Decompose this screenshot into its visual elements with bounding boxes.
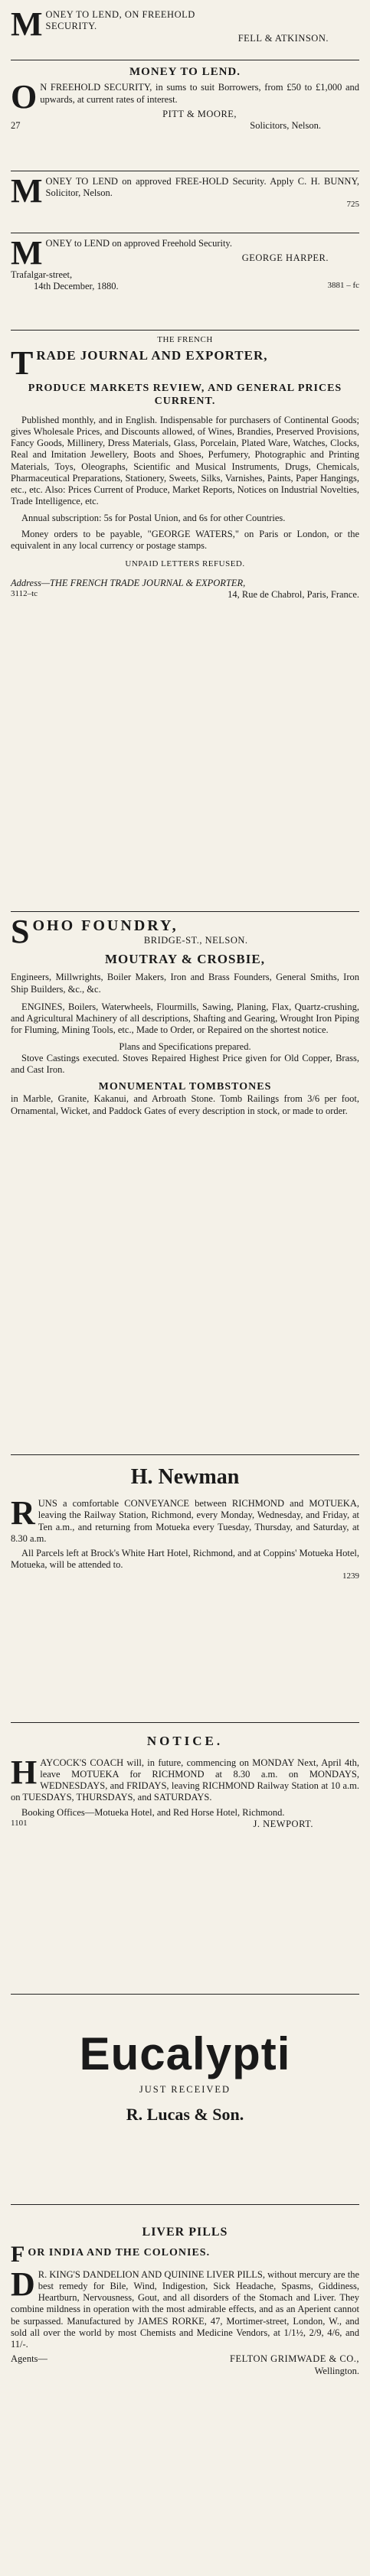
ad-body: ONEY to LEND on approved Freehold Security.: [45, 238, 232, 249]
ad-french-trade-journal: [11, 331, 359, 912]
drop-cap: D: [11, 2265, 35, 2303]
ad-place: Trafalgar-street,: [11, 269, 73, 280]
ad-ref-number: 3881 – fc: [327, 280, 359, 290]
ad-body: R. KING'S DANDELION AND QUININE LIVER PILLS, without mercury are the best remedy for Bile, Wind, Indigestion, Sick Headache, Spasms, Giddiness, Heartburn, Nervousness, Gout, and all disorders of the Stomach and Liver. They combine mildness in operation with the most admirable effects, and as an Aperient cannot be surpassed. Manufactured by JAMES RORKE, 47, Mortimer-street, London, W., and sold all over the world by most Chemists and Medicine Vendors, at 1/1½, 2/9, 4/6, and 11/-.: [11, 2268, 359, 2350]
ad-headline-cont: SECURITY.: [45, 21, 97, 32]
ad-ref-number: 1239: [342, 1571, 359, 1581]
ad-liver-pills: [11, 2205, 359, 2537]
ad-title: OHO FOUNDRY,: [32, 917, 178, 934]
ad-body: Booking Offices—Motueka Hotel, and Red Horse Hotel, Richmond.: [21, 1806, 285, 1818]
drop-cap: M: [11, 234, 43, 272]
ad-address: Address—THE FRENCH TRADE JOURNAL & EXPORTER,: [11, 577, 246, 588]
ad-title: NOTICE.: [146, 1734, 224, 1748]
ad-money-pitt-moore: [11, 60, 359, 171]
drop-cap: T: [11, 344, 34, 383]
drop-cap: F: [11, 2241, 25, 2267]
ad-subheading: MONUMENTAL TOMBSTONES: [98, 1081, 272, 1093]
ad-kicker: THE FRENCH: [157, 335, 213, 344]
ad-firm: R. Lucas & Son.: [126, 2105, 244, 2125]
ad-money-fell-atkinson: [11, 5, 359, 60]
ad-eucalypti: [11, 1995, 359, 2205]
ad-newman-conveyance: [11, 1455, 359, 1723]
ad-title: RADE JOURNAL AND EXPORTER,: [36, 348, 268, 363]
ad-subtitle: OR INDIA AND THE COLONIES.: [28, 2246, 211, 2258]
ad-soho-foundry: [11, 912, 359, 1455]
ad-money-harper: [11, 233, 359, 331]
ad-agents-place: Wellington.: [314, 2365, 359, 2376]
ad-body: UNS a comfortable CONVEYANCE between RICHMOND and MOTUEKA, leaving the Railway Station, Richmond, every Monday, Wednesday, and Friday, at Ten a.m., and returning from Motueka every Tuesday, Thursday, and Saturday, at 8.30 a.m.: [11, 1498, 359, 1544]
drop-cap: M: [11, 172, 43, 210]
ad-signer: FELL & ATKINSON.: [237, 32, 329, 44]
ad-signer: PITT & MOORE,: [162, 108, 237, 119]
ad-agents-lead: Agents—: [11, 2353, 47, 2365]
ad-money-bunny: [11, 171, 359, 233]
ad-street: BRIDGE-ST., NELSON.: [143, 935, 248, 946]
ad-footer: [11, 281, 359, 292]
ad-subtitle: PRODUCE MARKETS REVIEW, AND GENERAL PRICES CURRENT.: [28, 383, 342, 408]
ad-ref-number: 27: [11, 120, 21, 132]
ad-body: All Parcels left at Brock's White Hart Hotel, Richmond, and at Coppins' Motueka Hotel, Motueka, will be attended to.: [11, 1548, 359, 1571]
ad-body: Published monthly, and in English. Indispensable for purchasers of Continental Goods; gives Wholesale Prices, and Discounts allowed, of Wines, Brandies, Preserved Provisions, Fancy Goods, Millinery, Dress Materials, Glass, Porcelain, Plated Ware, Watches, Clocks, Real and Imitation Jewellery, Boots and Shoes, Perfumery, Photographic and Printing Materials, Toys, Oleographs, Scientific and Musical Instruments, Drugs, Chemicals, Pharmaceutical Preparations, Stationery, Sweets, Silks, Varnishes, Paints, Paper Hangings, etc., etc. Also: Prices Current of Produce, Market Reports, Notices on Industrial Novelties, Trade Intelligence, etc.: [11, 414, 359, 507]
ad-headline: ONEY TO LEND, ON FREEHOLD: [45, 9, 195, 20]
ad-ref-number: 1101: [11, 1818, 28, 1828]
ad-body: ONEY TO LEND on approved FREE-HOLD Security. Apply C. H. BUNNY, Solicitor, Nelson.: [45, 176, 359, 199]
drop-cap: H: [11, 1753, 38, 1791]
ad-ref-number: 3112–tc: [11, 588, 38, 598]
drop-cap: R: [11, 1494, 35, 1532]
ad-body: Engineers, Millwrights, Boiler Makers, Iron and Brass Founders, General Smiths, Iron Ship Builders, &c., &c.: [11, 972, 359, 995]
ad-title: LIVER PILLS: [142, 2226, 228, 2239]
ad-footer: [11, 589, 359, 601]
ad-body: ENGINES, Boilers, Waterwheels, Flourmills, Sawing, Planing, Flax, Quartz-crushing, and Agricultural Machinery of all descriptions, Shafting and Gearing, Wrought Iron Piping for Fluming, Mining Tools, etc., Made to Order, or Repaired on the shortest notice.: [11, 1001, 359, 1036]
ad-agents: FELTON GRIMWADE & CO.,: [230, 2353, 359, 2365]
ad-title-block: [11, 344, 359, 383]
drop-cap: M: [11, 5, 43, 43]
ad-body: in Marble, Granite, Kakanui, and Arbroath Stone. Tomb Railings from 3/6 per foot, Ornamental, Wicket, and Paddock Gates of every description in stock, or made to order.: [11, 1093, 359, 1116]
ad-street: 14, Rue de Chabrol, Paris, France.: [228, 588, 359, 600]
ad-body: N FREEHOLD SECURITY, in sums to suit Borrowers, from £50 to £1,000 and upwards, at current rates of interest.: [40, 82, 359, 105]
ad-signer: GEORGE HARPER.: [241, 252, 329, 264]
ad-footer: [11, 2353, 359, 2365]
ad-body: Stove Castings executed. Stoves Repaired Highest Price given for Old Copper, Brass, and Cast Iron.: [11, 1052, 359, 1076]
ad-footer: [11, 1819, 359, 1830]
ad-firm: MOUTRAY & CROSBIE,: [105, 951, 265, 966]
ad-title: MONEY TO LEND.: [129, 66, 241, 78]
ad-title: Eucalypti: [79, 2028, 291, 2079]
ad-footer: [11, 120, 359, 132]
ad-role: Solicitors, Nelson.: [250, 120, 321, 132]
ad-subtitle-block: [11, 2241, 359, 2267]
ad-body: Money orders to be payable, "GEORGE WATERS," on Paris or London, or the equivalent in any local currency or postage stamps.: [11, 528, 359, 552]
ad-notice: UNPAID LETTERS REFUSED.: [125, 559, 245, 569]
ad-signer: J. NEWPORT.: [253, 1818, 313, 1829]
ad-ref-number: 725: [346, 199, 359, 209]
ad-title: H. Newman: [130, 1465, 240, 1489]
drop-cap: S: [11, 913, 30, 950]
ad-body: AYCOCK'S COACH will, in future, commencing on MONDAY Next, April 4th, leave MOTUEKA for RICHMOND at 8.30 a.m. on MONDAYS, WEDNESDAYS, and FRIDAYS, leaving RICHMOND Railway Station at 10 a.m. on TUESDAYS, THURSDAYS, and SATURDAYS.: [11, 1757, 359, 1803]
ad-body: Annual subscription: 5s for Postal Union, and 6s for other Countries.: [21, 512, 286, 523]
drop-cap: O: [11, 78, 38, 116]
ad-subheading: JUST RECEIVED: [139, 2084, 231, 2095]
ad-body: Plans and Specifications prepared.: [119, 1040, 251, 1052]
ad-title-block: [11, 913, 359, 950]
ad-date: 14th December, 1880.: [34, 280, 119, 291]
ad-haycock-coach: [11, 1723, 359, 1995]
